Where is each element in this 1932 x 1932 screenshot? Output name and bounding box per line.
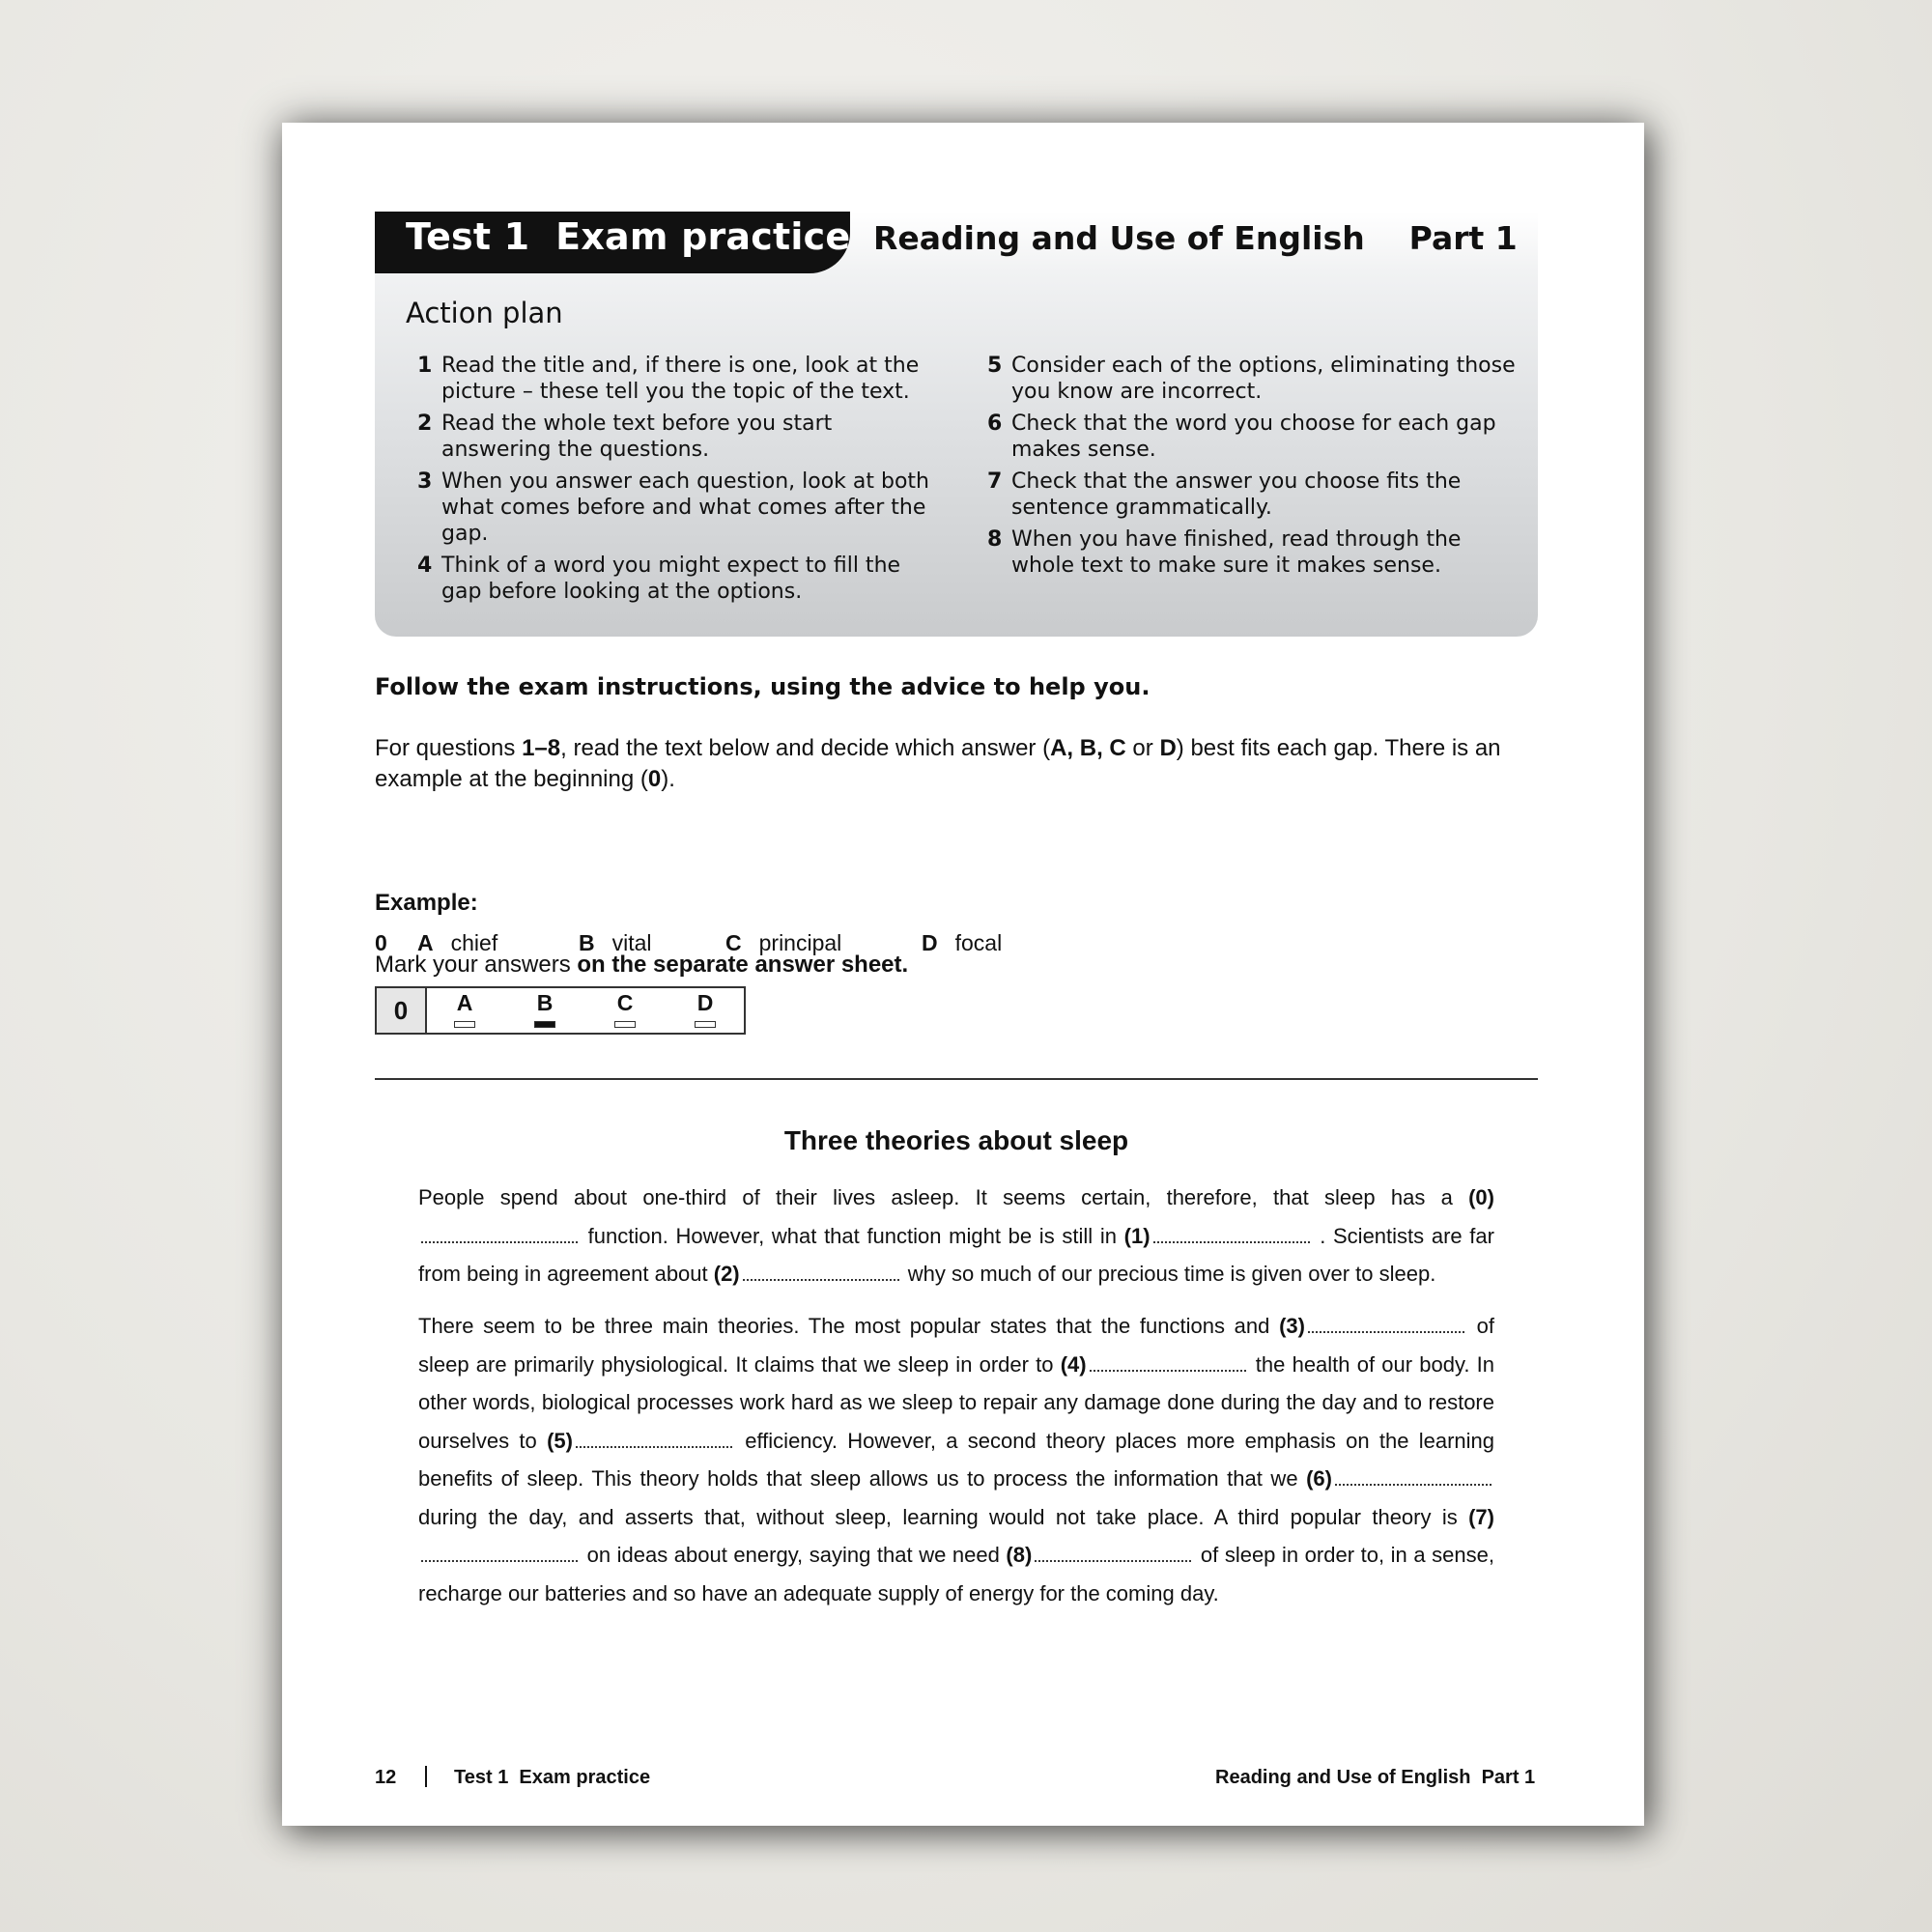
answer-mark-c — [614, 1021, 636, 1028]
item-text: Read the whole text before you start answering the questions. — [441, 412, 833, 462]
text-run: People spend about one-third of their lives asleep. It seems certain, therefore, that sleep has a — [418, 1185, 1469, 1209]
item-number: 1 — [417, 354, 433, 378]
text-run: during the day, and asserts that, without sleep, learning would not take place. A third popular theory is — [418, 1504, 1469, 1529]
instr-text: , read the text below and decide which answer ( — [560, 735, 1051, 761]
option-letter: C — [725, 930, 742, 955]
gap-number: (3) — [1279, 1314, 1305, 1338]
gap-number: (2) — [713, 1262, 740, 1286]
text-run: efficiency. However, a second theory places more emphasis on the learning benefits of sleep. This theory holds that sleep allows us to process the information that we — [418, 1428, 1494, 1491]
gap-number: (7) — [1468, 1504, 1494, 1529]
action-plan-item — [417, 411, 939, 463]
item-number: 7 — [987, 469, 1003, 494]
worksheet-page — [282, 123, 1644, 1826]
text-paragraph-1 — [418, 1179, 1494, 1293]
instr-range: 1–8 — [522, 735, 561, 761]
answer-letter-d: D — [696, 990, 714, 1015]
gap-number: (0) — [1468, 1185, 1494, 1209]
text-run: of sleep in order to, in a sense, recharge our batteries and so have an adequate supply of energy for the coming day. — [418, 1543, 1494, 1605]
instr-text: Mark your answers — [375, 952, 578, 978]
item-number: 5 — [987, 354, 1003, 378]
gap-dots — [1153, 1238, 1310, 1243]
gap-number: (6) — [1306, 1466, 1332, 1491]
option-word: principal — [758, 930, 842, 955]
answer-mark-a — [454, 1021, 475, 1028]
page-number: 12 — [375, 1767, 397, 1788]
gap-dots — [743, 1276, 899, 1281]
action-plan-left-column — [417, 353, 939, 611]
question-instructions — [375, 733, 1544, 795]
option-letter: B — [579, 930, 595, 955]
example-option-b — [579, 930, 652, 956]
example-option-c — [725, 930, 841, 956]
option-word: focal — [954, 930, 1003, 955]
example-num-text: 0 — [375, 930, 387, 955]
item-text: When you have finished, read through the whole text to make sure it makes sense. — [1011, 527, 1462, 578]
example-label — [375, 888, 1544, 919]
test-title: Test 1 Exam practice — [406, 215, 851, 258]
action-plan-item — [987, 469, 1528, 521]
answer-box-number: 0 — [377, 988, 427, 1033]
instr-text: For questions — [375, 735, 523, 761]
text-run: the health of our body. In other words, biological processes work hard as we sleep to repair any damage done during the day and to restore ourselves to — [418, 1351, 1494, 1453]
gap-dots — [421, 1557, 578, 1562]
text-run: of sleep are primarily physiological. It claims that we sleep in order to — [418, 1314, 1494, 1377]
item-text: Check that the word you choose for each gap makes sense. — [1011, 412, 1496, 462]
gap-number: (4) — [1060, 1351, 1087, 1377]
action-plan-item — [987, 353, 1528, 405]
gap-number: (1) — [1123, 1223, 1151, 1248]
option-letter: A — [417, 930, 434, 955]
gap-dots — [421, 1238, 578, 1243]
item-number: 6 — [987, 412, 1003, 436]
action-plan-item — [417, 469, 939, 547]
answer-mark-b-selected — [534, 1021, 555, 1028]
text-title: Three theories about sleep — [783, 1125, 1129, 1155]
instr-text: ) best fits each gap. There is an example at the beginning ( — [375, 735, 1501, 792]
option-word: vital — [611, 930, 652, 955]
footer-right-label: Reading and Use of English Part 1 — [1215, 1767, 1536, 1788]
footer-left-label: Test 1 Exam practice — [454, 1767, 651, 1788]
item-text: Read the title and, if there is one, look at the picture – these tell you the topic of the text. — [441, 354, 920, 404]
example-option-a — [417, 930, 497, 956]
answer-letter-c: C — [616, 990, 634, 1015]
action-plan-right-column — [987, 353, 1528, 584]
item-number: 2 — [417, 412, 433, 436]
gap-dots — [1335, 1481, 1492, 1486]
gap-dots — [1090, 1367, 1246, 1372]
instr-text: or — [1125, 735, 1160, 761]
gap-number: (8) — [1006, 1543, 1033, 1567]
instr-bold: on the separate answer sheet. — [577, 952, 909, 978]
option-letter: D — [922, 930, 938, 955]
action-plan-item — [417, 553, 939, 605]
item-number: 3 — [417, 469, 433, 494]
instr-example-number: 0 — [647, 766, 662, 792]
text-run: why so much of our precious time is given over to sleep. — [901, 1262, 1436, 1286]
item-number: 4 — [417, 554, 433, 578]
answer-letter-a: A — [456, 990, 473, 1015]
option-word: chief — [450, 930, 498, 955]
text-run: . Scientists are far from being in agreement about — [418, 1223, 1494, 1286]
gap-dots — [576, 1443, 732, 1448]
item-text: Consider each of the options, eliminating those you know are incorrect. — [1011, 354, 1516, 404]
gap-number: (5) — [547, 1428, 573, 1453]
item-number: 8 — [987, 527, 1003, 552]
instr-text: ). — [661, 766, 675, 792]
instr-option-d: D — [1159, 735, 1177, 761]
action-plan-item — [417, 353, 939, 405]
example-answer-box — [375, 986, 746, 1035]
example-number — [375, 930, 387, 956]
action-plan-item — [987, 526, 1528, 579]
item-text: When you answer each question, look at both what comes before and what comes after the gap. — [441, 469, 929, 546]
gap-dots — [1308, 1328, 1464, 1333]
section-divider — [375, 1078, 1538, 1080]
example-heading: Example: — [375, 890, 478, 916]
follow-instructions: Follow the exam instructions, using the advice to help you. — [375, 673, 1151, 700]
text-run: on ideas about energy, saying that we need — [581, 1543, 1007, 1567]
action-plan-heading: Action plan — [406, 297, 563, 329]
item-text: Think of a word you might expect to fill the gap before looking at the options. — [441, 554, 901, 604]
section-title: Reading and Use of English Part 1 — [873, 219, 1518, 257]
text-paragraph-2 — [418, 1307, 1494, 1612]
item-text: Check that the answer you choose fits the sentence grammatically. — [1011, 469, 1462, 520]
gap-dots — [1035, 1557, 1191, 1562]
example-option-d — [922, 930, 1002, 956]
answer-mark-d — [695, 1021, 716, 1028]
footer-separator — [425, 1766, 427, 1787]
answer-letter-b: B — [536, 990, 554, 1015]
text-run: There seem to be three main theories. The most popular states that the functions and — [418, 1314, 1280, 1338]
instr-options: A, B, C — [1050, 735, 1126, 761]
action-plan-item — [987, 411, 1528, 463]
text-run: function. However, what that function might be is still in — [581, 1223, 1124, 1248]
